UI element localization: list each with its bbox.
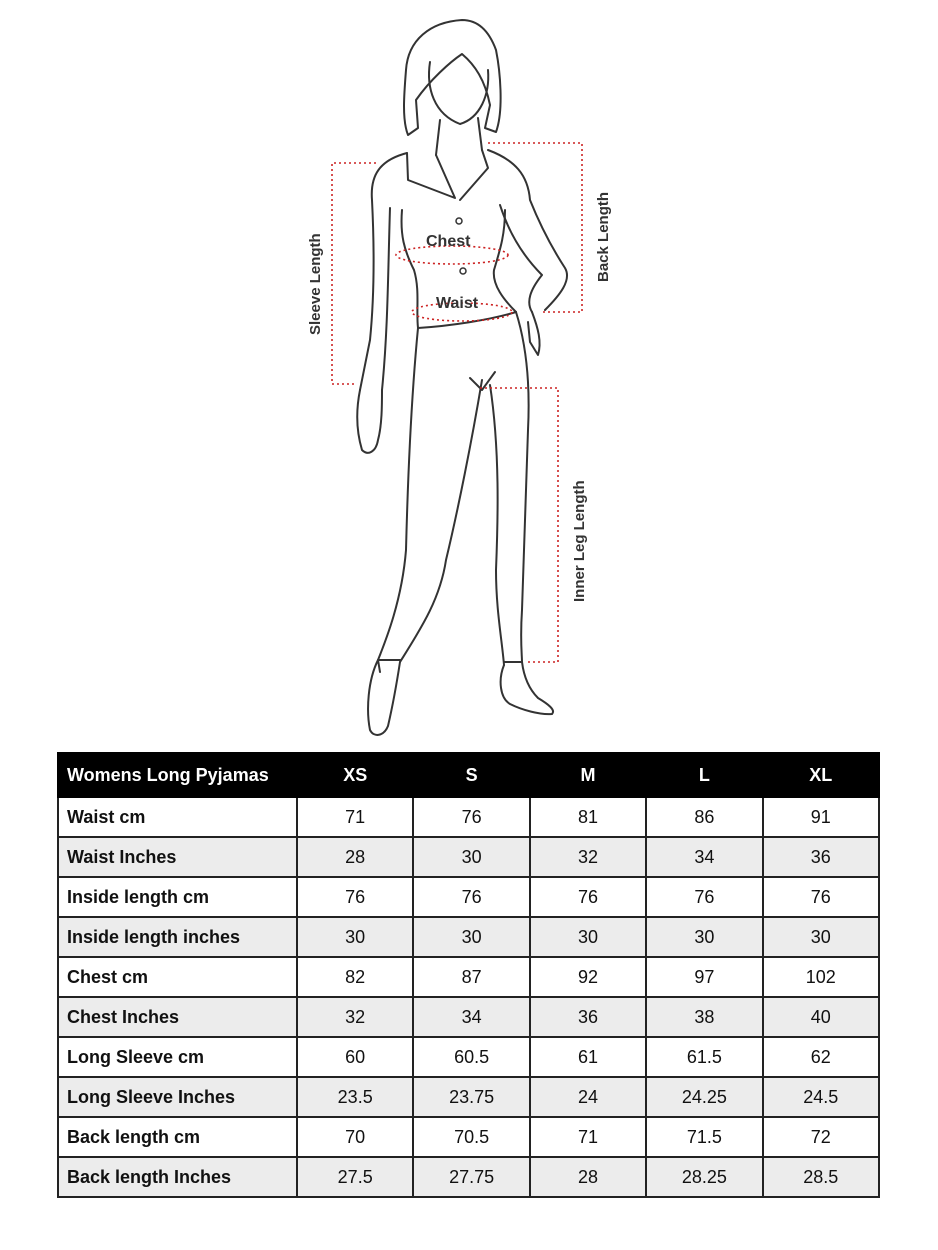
table-cell: 28.25: [646, 1157, 762, 1197]
table-cell: 30: [297, 917, 413, 957]
table-cell: 23.75: [413, 1077, 529, 1117]
table-cell: 76: [763, 877, 879, 917]
table-row: [58, 1117, 879, 1157]
table-cell: 71.5: [646, 1117, 762, 1157]
table-cell: 86: [646, 797, 762, 837]
table-cell: 40: [763, 997, 879, 1037]
table-cell: 61: [530, 1037, 646, 1077]
size-header: XL: [763, 753, 879, 797]
inner-leg-length-label: Inner Leg Length: [571, 480, 588, 602]
back-length-label: Back Length: [595, 191, 612, 282]
inner-leg-length-marker: [480, 388, 558, 662]
table-cell: 32: [297, 997, 413, 1037]
table-cell: 87: [413, 957, 529, 997]
row-label: Inside length cm: [58, 877, 297, 917]
table-cell: 60: [297, 1037, 413, 1077]
table-title: Womens Long Pyjamas: [58, 753, 297, 797]
size-header: S: [413, 753, 529, 797]
table-cell: 30: [763, 917, 879, 957]
table-cell: 24: [530, 1077, 646, 1117]
table-cell: 70.5: [413, 1117, 529, 1157]
sleeve-length-label: Sleeve Length: [307, 233, 324, 335]
table-row: [58, 957, 879, 997]
table-cell: 76: [646, 877, 762, 917]
table-row: [58, 1157, 879, 1197]
row-label: Back length Inches: [58, 1157, 297, 1197]
size-header: XS: [297, 753, 413, 797]
table-cell: 81: [530, 797, 646, 837]
table-cell: 76: [413, 797, 529, 837]
table-cell: 61.5: [646, 1037, 762, 1077]
table-row: [58, 797, 879, 837]
table-cell: 76: [297, 877, 413, 917]
row-label: Chest cm: [58, 957, 297, 997]
table-cell: 27.75: [413, 1157, 529, 1197]
row-label: Waist Inches: [58, 837, 297, 877]
table-row: [58, 917, 879, 957]
row-label: Waist cm: [58, 797, 297, 837]
table-cell: 62: [763, 1037, 879, 1077]
table-cell: 102: [763, 957, 879, 997]
table-cell: 32: [530, 837, 646, 877]
table-cell: 24.25: [646, 1077, 762, 1117]
table-cell: 60.5: [413, 1037, 529, 1077]
table-cell: 38: [646, 997, 762, 1037]
table-cell: 70: [297, 1117, 413, 1157]
table-cell: 36: [763, 837, 879, 877]
chest-label: Chest: [426, 233, 471, 250]
table-row: [58, 997, 879, 1037]
table-cell: 34: [413, 997, 529, 1037]
table-cell: 71: [297, 797, 413, 837]
sleeve-length-marker: [332, 163, 376, 384]
table-cell: 82: [297, 957, 413, 997]
table-cell: 30: [413, 917, 529, 957]
table-cell: 24.5: [763, 1077, 879, 1117]
table-cell: 30: [530, 917, 646, 957]
table-cell: 27.5: [297, 1157, 413, 1197]
measurement-figure: [290, 10, 630, 745]
waist-label: Waist: [436, 295, 479, 312]
woman-outline-illustration: [290, 10, 630, 745]
table-cell: 71: [530, 1117, 646, 1157]
size-chart-table: [57, 752, 880, 1198]
table-cell: 28.5: [763, 1157, 879, 1197]
table-cell: 36: [530, 997, 646, 1037]
table-row: [58, 877, 879, 917]
row-label: Back length cm: [58, 1117, 297, 1157]
table-cell: 23.5: [297, 1077, 413, 1117]
table-header-row: [58, 753, 879, 797]
table-cell: 28: [530, 1157, 646, 1197]
table-cell: 91: [763, 797, 879, 837]
table-row: [58, 1037, 879, 1077]
table-cell: 72: [763, 1117, 879, 1157]
size-header: M: [530, 753, 646, 797]
table-cell: 30: [646, 917, 762, 957]
table-cell: 30: [413, 837, 529, 877]
row-label: Long Sleeve Inches: [58, 1077, 297, 1117]
table-cell: 76: [530, 877, 646, 917]
table-cell: 92: [530, 957, 646, 997]
table-cell: 34: [646, 837, 762, 877]
table-cell: 28: [297, 837, 413, 877]
row-label: Chest Inches: [58, 997, 297, 1037]
table-row: [58, 1077, 879, 1117]
row-label: Long Sleeve cm: [58, 1037, 297, 1077]
table-cell: 76: [413, 877, 529, 917]
size-header: L: [646, 753, 762, 797]
row-label: Inside length inches: [58, 917, 297, 957]
table-cell: 97: [646, 957, 762, 997]
table-row: [58, 837, 879, 877]
